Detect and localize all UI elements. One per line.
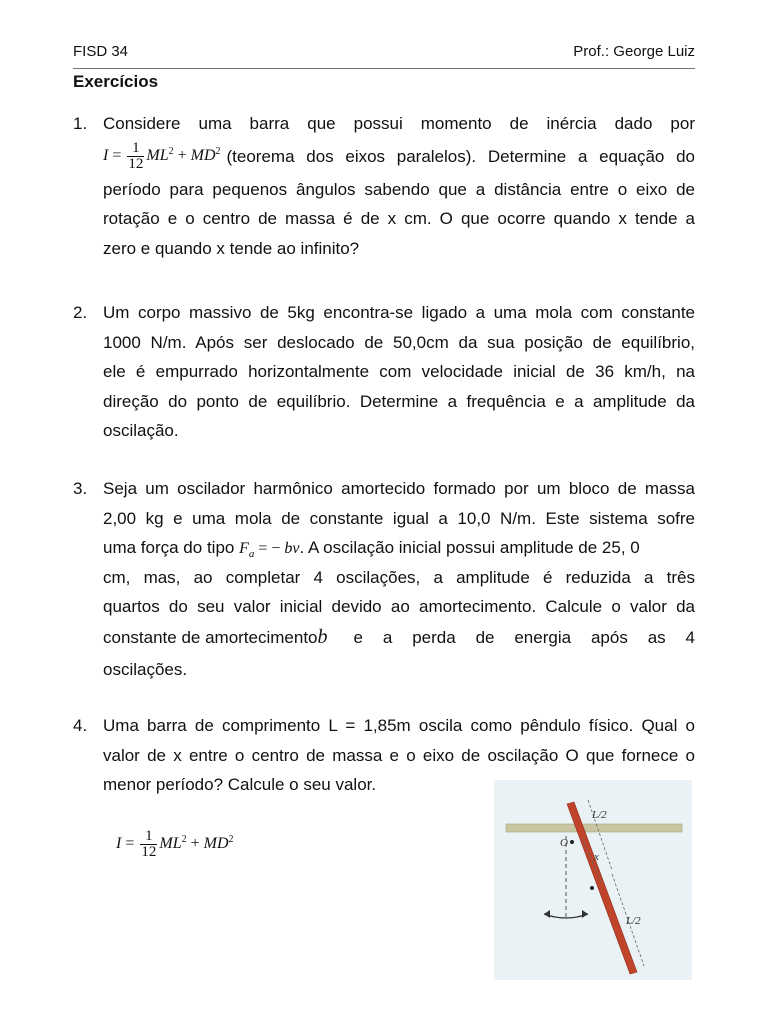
exercise-text-line: oscilação. (103, 421, 179, 440)
damping-force-formula: $F_a$ = − bv (239, 540, 300, 561)
section-title: Exercícios (73, 72, 159, 91)
exercise-text-line: período para pequenos ângulos sabendo que a distância entre o eixo de (103, 179, 695, 199)
exercise-text-line: Uma barra de comprimento L = 1,85m oscila como pêndulo físico. Qual o (103, 716, 695, 735)
exercise-number: 3. (73, 479, 88, 498)
pivot-point (570, 840, 574, 844)
pendulum-figure (494, 780, 692, 980)
center-of-mass-point (590, 886, 594, 890)
exercise-text-line: (teorema dos eixos paralelos). Determine a equação do (226, 146, 695, 166)
text-fragment: e a perda de energia após as 4 (353, 628, 695, 648)
exercise-text-line (103, 622, 695, 655)
pendulum-diagram (494, 780, 692, 980)
exercise-1 (73, 109, 695, 263)
exercise-text-line: cm, mas, ao completar 4 oscilações, a amplitude é reduzida a três (103, 567, 695, 587)
exercise-text-line: ele é empurrado horizontalmente com velocidade inicial de 36 km/h, na (103, 362, 695, 381)
exercise-number: 4. (73, 716, 88, 735)
exercise-text-line: zero e quando x tende ao infinito? (103, 238, 360, 258)
exercise-text-line: valor de x entre o centro de massa e o eixo de oscilação O que fornece o (103, 745, 695, 765)
exercise-number: 2. (73, 303, 88, 322)
label-pivot: O (560, 837, 568, 849)
text-fragment: uma força do tipo (103, 538, 235, 557)
standalone-inertia-formula: I = $\frac{1}{12}$ $ML^2 + MD^2$ (116, 828, 234, 860)
damping-constant-symbol: b (317, 626, 328, 649)
page-header (73, 40, 695, 69)
exercise-text-line: menor período? Calcule o seu valor. (103, 775, 377, 794)
exercise-3 (73, 474, 695, 684)
label-half-length-bottom: L/2 (626, 915, 641, 927)
exercise-text-line: 1000 N/m. Após ser deslocado de 50,0cm da sua posição de equilíbrio, (103, 332, 695, 352)
label-x: x (594, 851, 599, 863)
professor-name: Prof.: George Luiz (573, 43, 695, 60)
formula-line (103, 139, 695, 175)
exercise-text-line: Considere uma barra que possui momento de inércia dado por (103, 114, 695, 133)
exercise-number: 1. (73, 114, 88, 133)
inertia-formula: I = $\frac{1}{12}$ $ML^2 + MD^2$ (103, 140, 221, 172)
exercise-text-line: Seja um oscilador harmônico amortecido formado por um bloco de massa (103, 479, 695, 498)
course-code: FISD 34 (73, 43, 129, 60)
text-fragment: constante de amortecimento (103, 628, 318, 648)
exercise-text-line: 2,00 kg e uma mola de constante igual a 10,0 N/m. Este sistema sofre (103, 508, 695, 528)
text-fragment: . A oscilação inicial possui amplitude de 25, 0 (299, 538, 640, 557)
exercise-text-line: direção do ponto de equilíbrio. Determine a frequência e a amplitude da (103, 391, 695, 411)
exercise-2 (73, 298, 695, 446)
label-half-length-top: L/2 (592, 809, 607, 821)
exercise-text-line (103, 533, 695, 563)
exercise-text-line: Um corpo massivo de 5kg encontra-se ligado a uma mola com constante (103, 303, 695, 322)
exercise-text-line: quartos do seu valor inicial devido ao amortecimento. Calcule o valor da (103, 597, 695, 616)
exercise-text-line: oscilações. (103, 659, 188, 679)
support-beam (506, 824, 682, 832)
exercise-text-line: rotação e o centro de massa é de x cm. O que ocorre quando x tende a (103, 209, 695, 228)
